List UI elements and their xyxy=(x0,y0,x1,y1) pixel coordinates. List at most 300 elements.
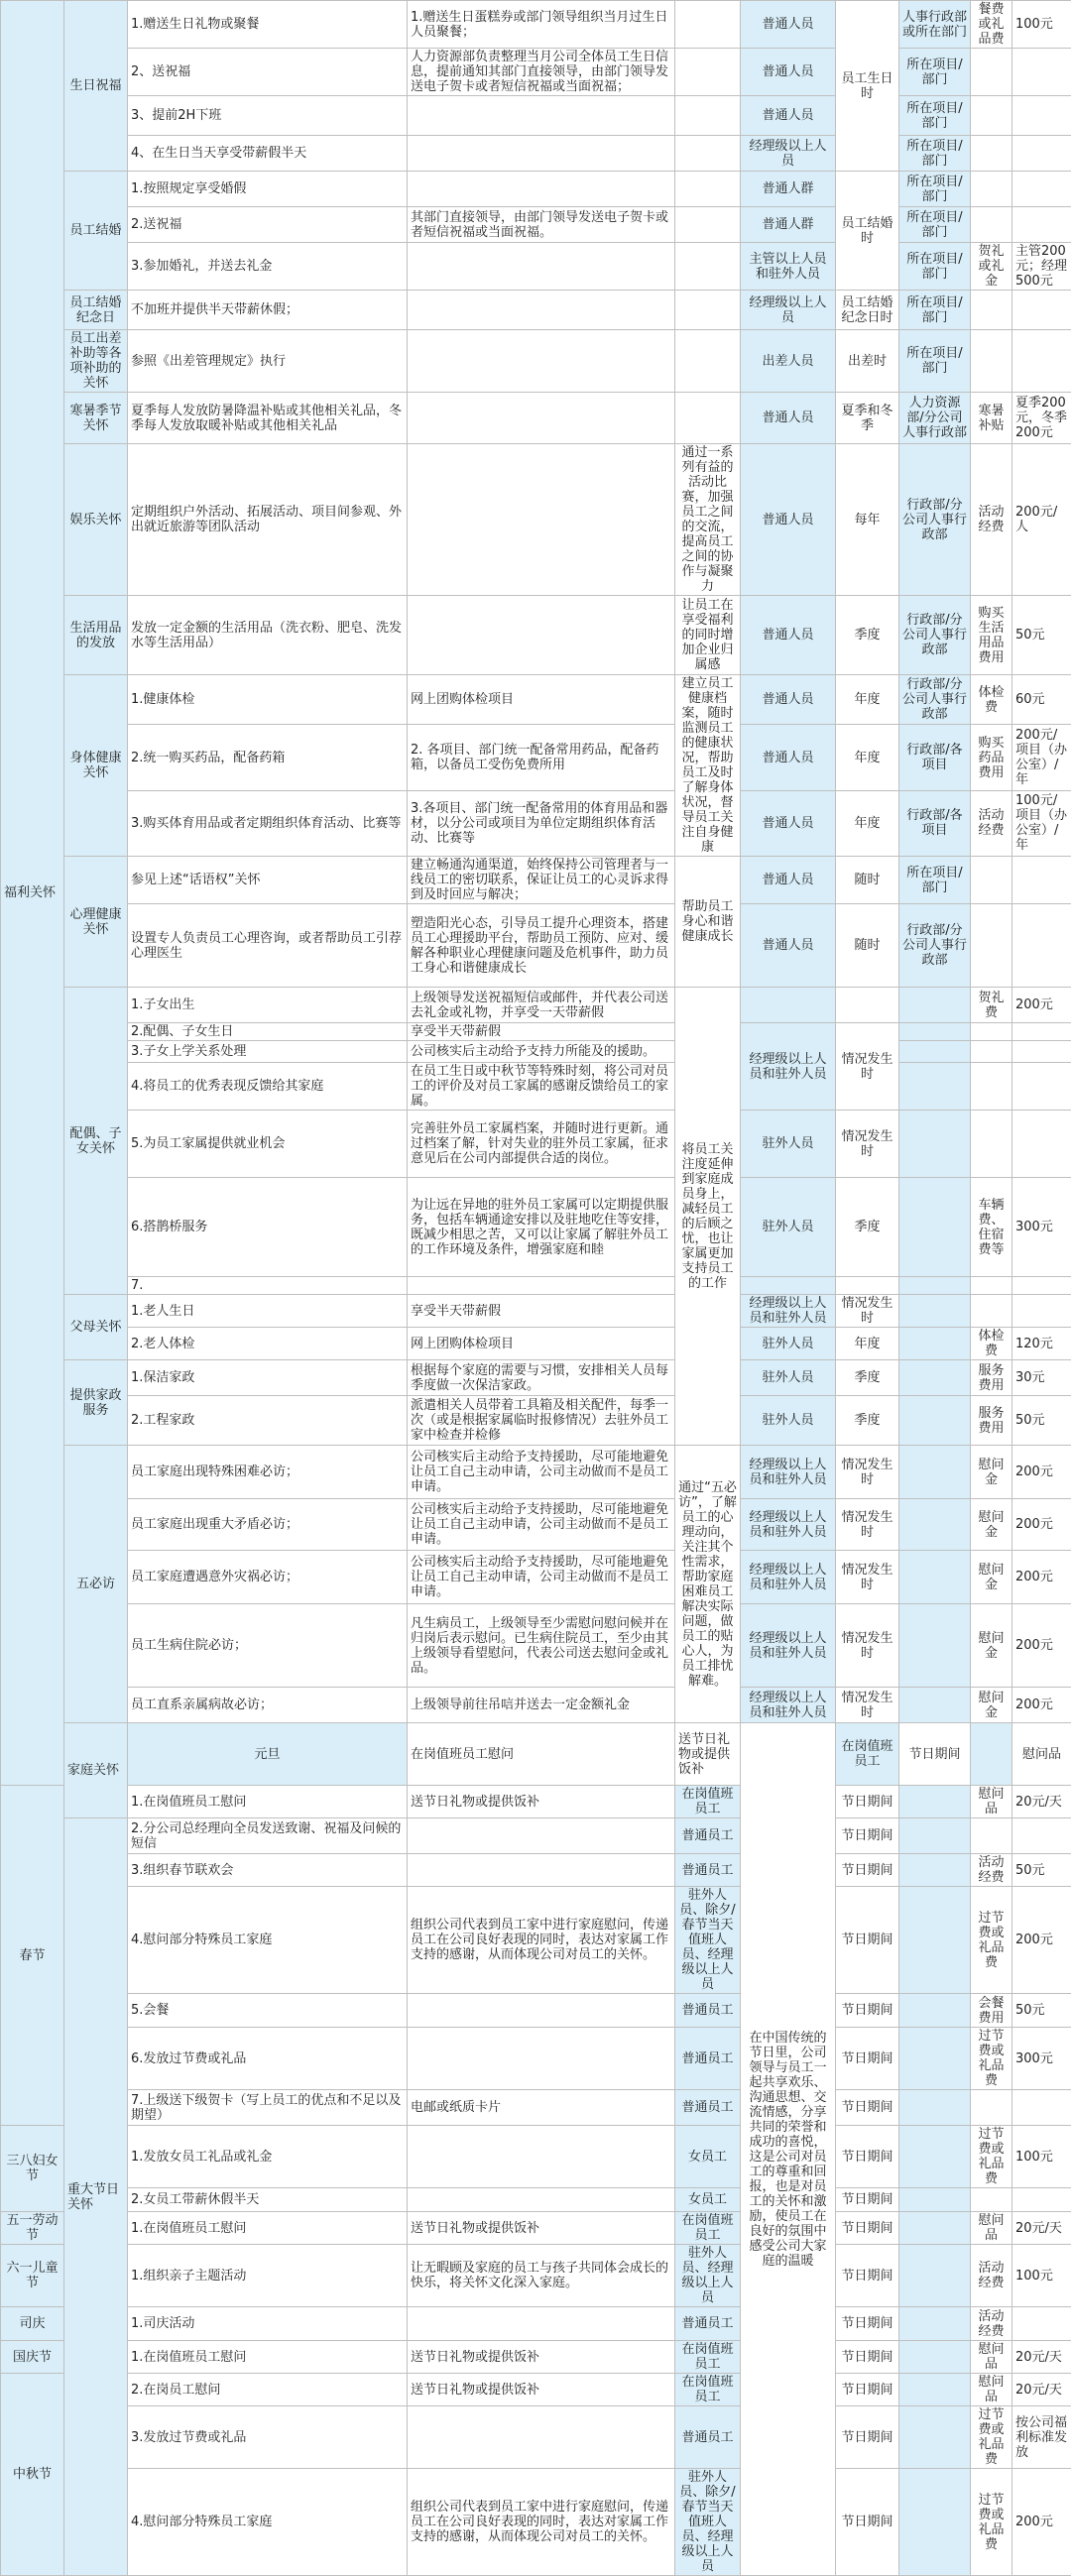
detail-cell: 送节日礼物或提供饭补 xyxy=(408,2374,675,2406)
target-cell: 在岗值班员工 xyxy=(675,2212,741,2245)
cost-type-cell: 过节费或礼品费 xyxy=(971,2469,1012,2576)
target-cell: 普通人员 xyxy=(741,1,836,49)
target-cell: 普通人员 xyxy=(741,49,836,96)
amount-cell: 200元/项目（办公室）/年 xyxy=(1012,725,1071,790)
table-row xyxy=(1,790,1071,856)
table-row xyxy=(1,1328,1071,1360)
subcategory-cell: 中秋节 xyxy=(1,2374,64,2576)
table-row xyxy=(1,1360,1071,1396)
timing-cell: 年度 xyxy=(836,790,899,856)
table-row xyxy=(1,330,1071,393)
owner-cell xyxy=(899,1041,971,1063)
detail-cell: 建立畅通沟通渠道，始终保持公司管理者与一线员工的密切联系，保证让员工的心灵诉求得到及时回应与解决； xyxy=(408,857,675,904)
cost-type-cell: 车辆费、住宿费等 xyxy=(971,1178,1012,1277)
item-cell: 1.按照规定享受婚假 xyxy=(128,172,408,207)
target-cell: 普通员工 xyxy=(675,1854,741,1887)
cost-type-cell xyxy=(971,172,1012,207)
target-cell: 在岗值班员工 xyxy=(836,1723,899,1786)
table-row xyxy=(1,988,1071,1023)
owner-cell: 所在项目/部门 xyxy=(899,96,971,136)
timing-cell: 节日期间 xyxy=(836,2469,899,2576)
timing-cell: 节日期间 xyxy=(836,2341,899,2374)
owner-cell: 行政部/各项目 xyxy=(899,725,971,790)
amount-cell: 30元 xyxy=(1012,1360,1071,1396)
detail-cell: 公司核实后主动给予支持援助，尽可能地避免让员工自己主动申请，公司主动做而不是员工申请。 xyxy=(408,1499,675,1551)
owner-cell: 所在项目/部门 xyxy=(899,136,971,172)
item-cell: 3.组织春节联欢会 xyxy=(128,1854,408,1887)
target-cell: 驻外人员 xyxy=(741,1360,836,1396)
amount-cell: 60元 xyxy=(1012,675,1071,725)
timing-cell: 员工结婚时 xyxy=(836,172,899,291)
table-row xyxy=(1,291,1071,330)
cost-type-cell xyxy=(971,1277,1012,1295)
detail-cell xyxy=(408,172,675,207)
category-cell: 家庭关怀 xyxy=(64,1723,128,1818)
owner-cell xyxy=(899,2341,971,2374)
cost-type-cell xyxy=(971,1041,1012,1063)
cost-type-cell xyxy=(971,904,1012,988)
detail-cell: 根据每个家庭的需要与习惯，安排相关人员每季度做一次保洁家政。 xyxy=(408,1360,675,1396)
timing-cell: 随时 xyxy=(836,904,899,988)
table-row xyxy=(1,2406,1071,2469)
detail-cell: 塑造阳光心态，引导员工提升心理资本，搭建员工心理援助平台，帮助员工预防、应对、缓解各种职业心理健康问题及危机事件，助力员工身心和谐健康成长 xyxy=(408,904,675,988)
detail-cell: 上级领导发送祝福短信或邮件，并代表公司送去礼金或礼物，并享受一天带薪假 xyxy=(408,988,675,1023)
owner-cell xyxy=(899,2212,971,2245)
subcategory-cell: 员工出差补助等各项补助的关怀 xyxy=(64,330,128,393)
detail-cell: 其部门直接领导，由部门领导发送电子贺卡或者短信祝福或当面祝福。 xyxy=(408,207,675,243)
purpose-cell xyxy=(675,96,741,136)
timing-cell: 季度 xyxy=(836,1178,899,1277)
table-row xyxy=(1,2374,1071,2406)
cost-type-cell: 慰问品 xyxy=(971,2212,1012,2245)
owner-cell xyxy=(899,1604,971,1688)
item-cell: 夏季每人发放防暑降温补贴或其他相关礼品，冬季每人发放取暖补贴或其他相关礼品 xyxy=(128,393,408,444)
table-row xyxy=(1,1277,1071,1295)
item-cell: 3.购买体育用品或者定期组织体育活动、比赛等 xyxy=(128,790,408,856)
subcategory-cell: 心理健康关怀 xyxy=(64,857,128,988)
item-cell: 员工生病住院必访； xyxy=(128,1604,408,1688)
table-row xyxy=(1,1854,1071,1887)
timing-cell: 节日期间 xyxy=(836,2028,899,2090)
subcategory-cell: 配偶、子女关怀 xyxy=(64,988,128,1295)
amount-cell: 20元/天 xyxy=(1012,2374,1071,2406)
detail-cell: 3.各项目、部门统一配备常用的体育用品和器材，以分公司或项目为单位定期组织体育活动、比赛等 xyxy=(408,790,675,856)
amount-cell xyxy=(1012,1818,1071,1854)
cost-type-cell xyxy=(971,2090,1012,2126)
timing-cell: 情况发生时 xyxy=(836,1499,899,1551)
cost-type-cell xyxy=(971,1111,1012,1178)
owner-cell xyxy=(899,1277,971,1295)
owner-cell: 行政部/分公司人事行政部 xyxy=(899,596,971,675)
table-row xyxy=(1,1,1071,49)
timing-cell: 季度 xyxy=(836,596,899,675)
timing-cell: 节日期间 xyxy=(836,2406,899,2469)
amount-cell: 200元 xyxy=(1012,1446,1071,1499)
owner-cell xyxy=(899,1688,971,1723)
item-cell: 1.在岗值班员工慰问 xyxy=(128,1786,408,1818)
timing-cell: 情况发生时 xyxy=(836,1295,899,1328)
target-cell xyxy=(741,988,836,1023)
owner-cell: 行政部/分公司人事行政部 xyxy=(899,904,971,988)
detail-cell xyxy=(408,1854,675,1887)
table-body xyxy=(1,1,1071,2576)
cost-type-cell: 购买药品费用 xyxy=(971,725,1012,790)
detail-cell xyxy=(408,2028,675,2090)
subcategory-cell: 三八妇女节 xyxy=(1,2126,64,2212)
timing-cell xyxy=(836,988,899,1023)
purpose-cell: 将员工关注度延伸到家庭成员身上，减轻员工的后顾之忧，也让家属更加支持员工的工作 xyxy=(675,988,741,1446)
timing-cell: 节日期间 xyxy=(836,2245,899,2307)
cost-type-cell: 体检费 xyxy=(971,675,1012,725)
table-row xyxy=(1,2245,1071,2307)
item-cell: 在岗值班员工慰问 xyxy=(408,1723,675,1786)
table-row xyxy=(1,904,1071,988)
amount-cell: 200元 xyxy=(1012,1688,1071,1723)
item-cell: 4.慰问部分特殊员工家庭 xyxy=(128,1887,408,1994)
table-row xyxy=(1,1604,1071,1688)
item-cell: 3.子女上学关系处理 xyxy=(128,1041,408,1063)
amount-cell: 100元 xyxy=(1012,2126,1071,2188)
owner-cell xyxy=(899,988,971,1023)
item-cell: 1.健康体检 xyxy=(128,675,408,725)
table-row xyxy=(1,1723,1071,1786)
cost-type-cell xyxy=(971,207,1012,243)
target-cell: 普通人员 xyxy=(741,393,836,444)
detail-cell: 凡生病员工，上级领导至少需慰问慰问候并在归岗后表示慰问。已生病住院员工，至少由其上级领导看望慰问，代表公司送去慰问金或礼品。 xyxy=(408,1604,675,1688)
timing-cell: 每年 xyxy=(836,444,899,596)
amount-cell: 主管200元；经理500元 xyxy=(1012,243,1071,291)
timing-cell: 节日期间 xyxy=(836,1854,899,1887)
table-row xyxy=(1,1786,1071,1818)
item-cell: 2.送祝福 xyxy=(128,207,408,243)
table-row xyxy=(1,2341,1071,2374)
subcategory-cell: 春节 xyxy=(1,1786,64,2126)
subcategory-cell: 国庆节 xyxy=(1,2341,64,2374)
cost-type-cell: 慰问品 xyxy=(971,1786,1012,1818)
amount-cell: 100元/项目（办公室）/年 xyxy=(1012,790,1071,856)
item-cell: 1.子女出生 xyxy=(128,988,408,1023)
amount-cell: 50元 xyxy=(1012,1396,1071,1446)
target-cell: 驻外人员 xyxy=(741,1396,836,1446)
amount-cell: 200元 xyxy=(1012,2469,1071,2576)
amount-cell: 100元 xyxy=(1012,1,1071,49)
timing-cell: 年度 xyxy=(836,675,899,725)
cost-type-cell: 活动经费 xyxy=(971,790,1012,856)
purpose-cell: 建立员工健康档案，随时监测员工的健康状况，帮助员工及时了解身体状况，督导员工关注自身健康 xyxy=(675,675,741,857)
target-cell: 经理级以上人员 xyxy=(741,291,836,330)
item-cell: 7. xyxy=(128,1277,408,1295)
target-cell: 普通员工 xyxy=(675,2406,741,2469)
subcategory-cell: 提供家政服务 xyxy=(64,1360,128,1446)
subcategory-cell: 娱乐关怀 xyxy=(64,444,128,596)
detail-cell xyxy=(408,2307,675,2341)
item-cell: 2.女员工带薪休假半天 xyxy=(128,2188,408,2212)
target-cell: 普通人群 xyxy=(741,207,836,243)
purpose-cell: 让员工在享受福利的同时增加企业归属感 xyxy=(675,596,741,675)
item-cell: 2.配偶、子女生日 xyxy=(128,1023,408,1041)
cost-type-cell: 慰问金 xyxy=(971,1604,1012,1688)
purpose-cell: 在中国传统的节日里，公司领导与员工一起共享欢乐、沟通思想、交流情感，分享共同的荣誉和成功的喜悦，这是公司对员工的尊重和回报，也是对员工的关怀和激励，使员工在良好的氛围中感受公司大家庭的温暖 xyxy=(741,1723,836,2576)
owner-cell xyxy=(971,1723,1012,1786)
table-row xyxy=(1,2307,1071,2341)
item-cell: 发放一定金额的生活用品（洗衣粉、肥皂、洗发水等生活用品） xyxy=(128,596,408,675)
item-cell: 1.在岗值班员工慰问 xyxy=(128,2212,408,2245)
amount-cell xyxy=(1012,96,1071,136)
owner-cell xyxy=(899,1063,971,1111)
detail-cell: 送节日礼物或提供饭补 xyxy=(675,1723,741,1786)
purpose-cell: 帮助员工身心和谐健康成长 xyxy=(675,857,741,988)
target-cell: 驻外人员、除夕/春节当天值班人员、经理级以上人员 xyxy=(675,1887,741,1994)
cost-type-cell: 过节费或礼品费 xyxy=(971,2126,1012,2188)
timing-cell: 节日期间 xyxy=(836,2126,899,2188)
amount-cell xyxy=(1012,207,1071,243)
owner-cell: 所在项目/部门 xyxy=(899,49,971,96)
purpose-cell xyxy=(675,49,741,96)
amount-cell xyxy=(1012,2090,1071,2126)
item-cell: 不加班并提供半天带薪休假； xyxy=(128,291,408,330)
table-row xyxy=(1,1446,1071,1499)
cost-type-cell: 过节费或礼品费 xyxy=(971,1887,1012,1994)
owner-cell xyxy=(899,1446,971,1499)
table-row xyxy=(1,1295,1071,1328)
item-cell: 1.司庆活动 xyxy=(128,2307,408,2341)
item-cell: 设置专人负责员工心理咨询，或者帮助员工引荐心理医生 xyxy=(128,904,408,988)
target-cell xyxy=(741,1277,836,1295)
cost-type-cell xyxy=(971,291,1012,330)
item-cell: 7.上级送下级贺卡（写上员工的优点和不足以及期望） xyxy=(128,2090,408,2126)
table-row xyxy=(1,1041,1071,1063)
amount-cell: 300元 xyxy=(1012,2028,1071,2090)
detail-cell: 公司核实后主动给予支持援助，尽可能地避免让员工自己主动申请，公司主动做而不是员工申请。 xyxy=(408,1551,675,1604)
cost-type-cell: 服务费用 xyxy=(971,1396,1012,1446)
table-row xyxy=(1,1887,1071,1994)
cost-type-cell: 购买生活用品费用 xyxy=(971,596,1012,675)
amount-cell xyxy=(1012,1111,1071,1178)
detail-cell xyxy=(408,136,675,172)
table-row xyxy=(1,2212,1071,2245)
item-cell: 1.赠送生日礼物或聚餐 xyxy=(128,1,408,49)
owner-cell xyxy=(899,2126,971,2188)
target-cell: 主管以上人员和驻外人员 xyxy=(741,243,836,291)
amount-cell: 20元/天 xyxy=(1012,1786,1071,1818)
item-cell: 员工家庭出现特殊困难必访； xyxy=(128,1446,408,1499)
timing-cell: 节日期间 xyxy=(836,2374,899,2406)
detail-cell: 2. 各项目、部门统一配备常用药品，配备药箱，以备员工受伤免费所用 xyxy=(408,725,675,790)
owner-cell: 所在项目/部门 xyxy=(899,172,971,207)
timing-cell: 节日期间 xyxy=(836,1887,899,1994)
cost-type-cell xyxy=(971,2188,1012,2212)
target-cell: 普通员工 xyxy=(675,2090,741,2126)
amount-cell: 120元 xyxy=(1012,1328,1071,1360)
purpose-cell xyxy=(675,1,741,49)
cost-type-cell xyxy=(971,1295,1012,1328)
purpose-cell xyxy=(675,136,741,172)
table-row xyxy=(1,243,1071,291)
subcategory-cell: 司庆 xyxy=(1,2307,64,2341)
target-cell: 普通人员 xyxy=(741,790,836,856)
amount-cell: 200元 xyxy=(1012,1887,1071,1994)
target-cell: 普通人员 xyxy=(741,675,836,725)
item-cell: 5.为员工家属提供就业机会 xyxy=(128,1111,408,1178)
timing-cell xyxy=(836,1277,899,1295)
item-cell: 4、在生日当天享受带薪假半天 xyxy=(128,136,408,172)
table-row xyxy=(1,725,1071,790)
owner-cell xyxy=(899,1023,971,1041)
owner-cell xyxy=(899,2188,971,2212)
cost-type-cell: 慰问金 xyxy=(971,1688,1012,1723)
item-cell: 4.慰问部分特殊员工家庭 xyxy=(128,2469,408,2576)
detail-cell: 享受半天带薪假 xyxy=(408,1295,675,1328)
cost-type-cell: 慰问品 xyxy=(971,2341,1012,2374)
target-cell: 驻外人员、经理级以上人员 xyxy=(675,2245,741,2307)
target-cell: 在岗值班员工 xyxy=(675,2374,741,2406)
purpose-cell xyxy=(675,207,741,243)
timing-cell: 节日期间 xyxy=(836,1818,899,1854)
owner-cell: 所在项目/部门 xyxy=(899,857,971,904)
detail-cell: 送节日礼物或提供饭补 xyxy=(408,2341,675,2374)
owner-cell xyxy=(899,1111,971,1178)
detail-cell: 上级领导前往吊唁并送去一定金额礼金 xyxy=(408,1688,675,1723)
amount-cell xyxy=(1012,1295,1071,1328)
owner-cell: 所在项目/部门 xyxy=(899,243,971,291)
owner-cell: 所在项目/部门 xyxy=(899,207,971,243)
table-row xyxy=(1,1551,1071,1604)
detail-cell: 在员工生日或中秋节等特殊时刻，将公司对员工的评价及对员工家属的感谢反馈给员工的家属。 xyxy=(408,1063,675,1111)
target-cell: 驻外人员 xyxy=(741,1328,836,1360)
owner-cell xyxy=(899,2307,971,2341)
cost-type-cell: 慰问品 xyxy=(971,2374,1012,2406)
owner-cell xyxy=(899,2374,971,2406)
owner-cell xyxy=(899,1854,971,1887)
amount-cell: 50元 xyxy=(1012,1854,1071,1887)
timing-cell: 情况发生时 xyxy=(836,1111,899,1178)
amount-cell xyxy=(1012,904,1071,988)
owner-cell xyxy=(899,1295,971,1328)
cost-type-cell xyxy=(971,96,1012,136)
subcategory-cell: 身体健康关怀 xyxy=(64,675,128,857)
item-cell: 1.组织亲子主题活动 xyxy=(128,2245,408,2307)
target-cell: 经理级以上人员和驻外人员 xyxy=(741,1604,836,1688)
timing-cell: 季度 xyxy=(836,1396,899,1446)
purpose-cell xyxy=(675,243,741,291)
owner-cell xyxy=(899,1887,971,1994)
detail-cell: 网上团购体检项目 xyxy=(408,675,675,725)
table-row xyxy=(1,1178,1071,1277)
item-cell: 4.将员工的优秀表现反馈给其家庭 xyxy=(128,1063,408,1111)
owner-cell xyxy=(899,1396,971,1446)
owner-cell xyxy=(899,2245,971,2307)
purpose-cell: 通过一系列有益的活动比赛，加强员工之间的交流，提高员工之间的协作与凝聚力 xyxy=(675,444,741,596)
item-cell: 1.在岗值班员工慰问 xyxy=(128,2341,408,2374)
item-cell: 6.发放过节费或礼品 xyxy=(128,2028,408,2090)
item-cell: 2.分公司总经理向全员发送致谢、祝福及问候的短信 xyxy=(128,1818,408,1854)
table-row xyxy=(1,136,1071,172)
cost-type-cell: 活动经费 xyxy=(971,2245,1012,2307)
amount-cell xyxy=(1012,1041,1071,1063)
detail-cell: 让无暇顾及家庭的员工与孩子共同体会成长的快乐，将关怀文化深入家庭。 xyxy=(408,2245,675,2307)
amount-cell: 20元/天 xyxy=(1012,2212,1071,2245)
timing-cell: 年度 xyxy=(836,725,899,790)
amount-cell: 50元 xyxy=(1012,596,1071,675)
target-cell: 女员工 xyxy=(675,2188,741,2212)
table-row xyxy=(1,1994,1071,2028)
detail-cell: 网上团购体检项目 xyxy=(408,1328,675,1360)
target-cell: 经理级以上人员和驻外人员 xyxy=(741,1551,836,1604)
owner-cell xyxy=(899,1818,971,1854)
item-cell: 员工直系亲属病故必访； xyxy=(128,1688,408,1723)
timing-cell: 情况发生时 xyxy=(836,1551,899,1604)
timing-cell: 节日期间 xyxy=(836,2090,899,2126)
purpose-cell xyxy=(675,172,741,207)
target-cell: 经理级以上人员和驻外人员 xyxy=(741,1688,836,1723)
table-row xyxy=(1,2126,1071,2188)
amount-cell: 200元 xyxy=(1012,1551,1071,1604)
timing-cell: 节日期间 xyxy=(836,2212,899,2245)
target-cell: 经理级以上人员和驻外人员 xyxy=(741,1499,836,1551)
detail-cell xyxy=(408,1994,675,2028)
detail-cell xyxy=(408,2188,675,2212)
table-row xyxy=(1,444,1071,596)
target-cell: 出差人员 xyxy=(741,330,836,393)
amount-cell xyxy=(1012,1277,1071,1295)
amount-cell xyxy=(1012,172,1071,207)
cost-type-cell: 体检费 xyxy=(971,1328,1012,1360)
amount-cell: 200元 xyxy=(1012,988,1071,1023)
detail-cell: 完善驻外员工家属档案，并随时进行更新。通过档案了解，针对失业的驻外员工家属，征求意见后在公司内部提供合适的岗位。 xyxy=(408,1111,675,1178)
table-row xyxy=(1,207,1071,243)
amount-cell: 按公司福利标准发放 xyxy=(1012,2406,1071,2469)
cost-type-cell: 过节费或礼品费 xyxy=(971,2406,1012,2469)
target-cell: 普通人员 xyxy=(741,444,836,596)
owner-cell xyxy=(899,1994,971,2028)
timing-cell: 年度 xyxy=(836,1328,899,1360)
subcategory-cell: 五必访 xyxy=(64,1446,128,1723)
target-cell: 经理级以上人员和驻外人员 xyxy=(741,1295,836,1328)
cost-type-cell: 慰问金 xyxy=(971,1499,1012,1551)
target-cell: 在岗值班员工 xyxy=(675,1786,741,1818)
table-row xyxy=(1,1023,1071,1041)
table-row xyxy=(1,2028,1071,2090)
cost-type-cell: 过节费或礼品费 xyxy=(971,2028,1012,2090)
amount-cell: 夏季200元，冬季200元 xyxy=(1012,393,1071,444)
timing-cell: 情况发生时 xyxy=(836,1688,899,1723)
owner-cell xyxy=(899,1360,971,1396)
item-cell: 2.老人体检 xyxy=(128,1328,408,1360)
cost-type-cell xyxy=(971,1023,1012,1041)
owner-cell: 所在项目/部门 xyxy=(899,291,971,330)
owner-cell: 行政部/分公司人事行政部 xyxy=(899,675,971,725)
table-row xyxy=(1,1063,1071,1111)
detail-cell: 电邮或纸质卡片 xyxy=(408,2090,675,2126)
owner-cell xyxy=(899,2028,971,2090)
subcategory-cell: 父母关怀 xyxy=(64,1295,128,1360)
item-cell: 3、提前2H下班 xyxy=(128,96,408,136)
amount-cell xyxy=(1012,857,1071,904)
owner-cell: 行政部/各项目 xyxy=(899,790,971,856)
table-row xyxy=(1,1688,1071,1723)
detail-cell: 人力资源部负责整理当月公司全体员工生日信息，提前通知其部门直接领导，由部门领导发送电子贺卡或者短信祝福或当面祝福； xyxy=(408,49,675,96)
target-cell: 女员工 xyxy=(675,2126,741,2188)
item-cell: 定期组织户外活动、拓展活动、项目间参观、外出就近旅游等团队活动 xyxy=(128,444,408,596)
cost-type-cell: 慰问金 xyxy=(971,1446,1012,1499)
owner-cell: 人力资源部/分公司人事行政部 xyxy=(899,393,971,444)
table-row xyxy=(1,1111,1071,1178)
item-cell: 2、送祝福 xyxy=(128,49,408,96)
timing-cell: 节日期间 xyxy=(836,2307,899,2341)
cost-type-cell xyxy=(971,49,1012,96)
target-cell: 普通员工 xyxy=(675,2028,741,2090)
target-cell: 普通人员 xyxy=(741,904,836,988)
